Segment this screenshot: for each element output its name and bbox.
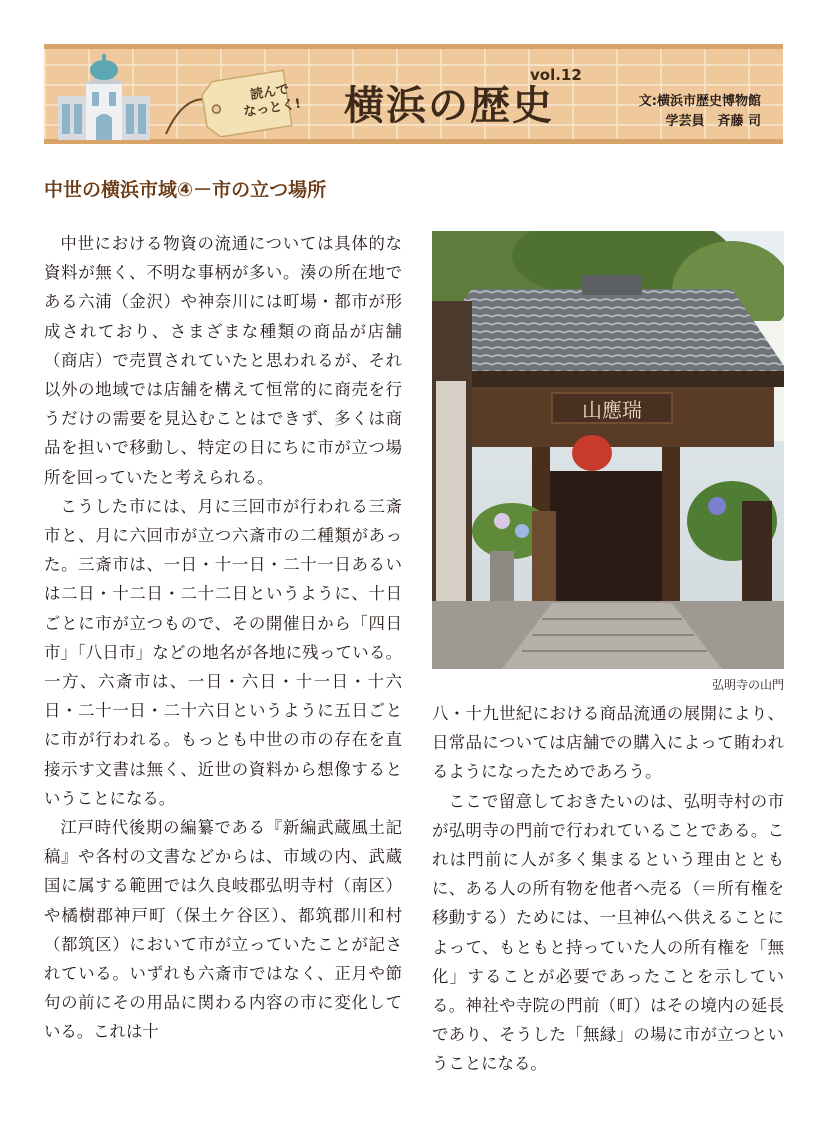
banner-border-bottom — [44, 139, 783, 144]
temple-gate-photo — [432, 231, 784, 669]
byline-author: 学芸員 斉藤 司 — [665, 114, 761, 129]
byline — [639, 92, 761, 132]
paragraph: ここで留意しておきたいのは、弘明寺村の市が弘明寺の門前で行われていることである。これは門前に人が多く集まるという理由とともに、ある人の所有物を他者へ売る（＝所有権を移動する）ためには、一旦神仏へ供えることによって、もともと持っていた人の所有権を「無化」することが必要であったことを示している。神社や寺院の門前（町）はその境内の延長であり、そうした「無縁」の場に市が立つということになる。 — [432, 791, 784, 1074]
article-column-left — [44, 229, 402, 1047]
paragraph: こうした市には、月に三回市が行われる三斎市と、月に六回市が立つ六斎市の二種類があった。三斎市は、一日・十一日・二十一日あるいは二日・十二日・二十二日というように、十日ごとに市が立つもので、その開催日から「四日市」「八日市」などの地名が各地に残っている。一方、六斎市は、一日・六日・十一日・十六日・二十一日・二十六日というように五日ごとに市が行われる。もっとも中世の市の存在を直接示す文書は無く、近世の資料から想像するということになる。 — [44, 496, 402, 808]
byline-source: 文:横浜市歴史博物館 — [638, 94, 761, 109]
gate-plaque-text: 山應瑞 — [582, 398, 642, 422]
article-column-right — [432, 699, 784, 1079]
paragraph: 江戸時代後期の編纂である『新編武蔵風土記稿』や各村の文書などからは、市域の内、武蔵国に属する範囲では久良岐郡弘明寺村（南区）や橘樹郡神戸町（保土ケ谷区）、都筑郡川和村（都筑区）において市が立っていたことが記されている。いずれも六斎市ではなく、正月や節句の前にその用品に関わる内容の市に変化している。これは十 — [44, 818, 402, 1042]
photo-caption: 弘明寺の山門 — [711, 678, 784, 692]
article-headline: 中世の横浜市域④－市の立つ場所 — [44, 179, 327, 201]
volume-number: vol.12 — [530, 66, 582, 84]
tag-label: 読んで なっとく! — [242, 82, 302, 121]
paragraph: 八・十九世紀における商品流通の展開により、日常品については店舗での購入によって賄われるようになったためであろう。 — [432, 704, 784, 782]
paragraph: 中世における物資の流通については具体的な資料が無く、不明な事柄が多い。湊の所在地である六浦（金沢）や神奈川には町場・都市が形成されており、さまざまな種類の商品が店舗（商店）で売買されていたと思われるが、それ以外の地域では店舗を構えて恒常的に商売を行うだけの需要を見込むことはできず、多くは商品を担いで移動し、特定の日にちに市が立つ場所を回っていたと考えられる。 — [44, 234, 402, 487]
series-title: 横浜の歴史 — [344, 82, 554, 129]
museum-building-icon — [56, 52, 152, 140]
banner-border-top — [44, 44, 783, 49]
series-banner — [44, 44, 783, 144]
